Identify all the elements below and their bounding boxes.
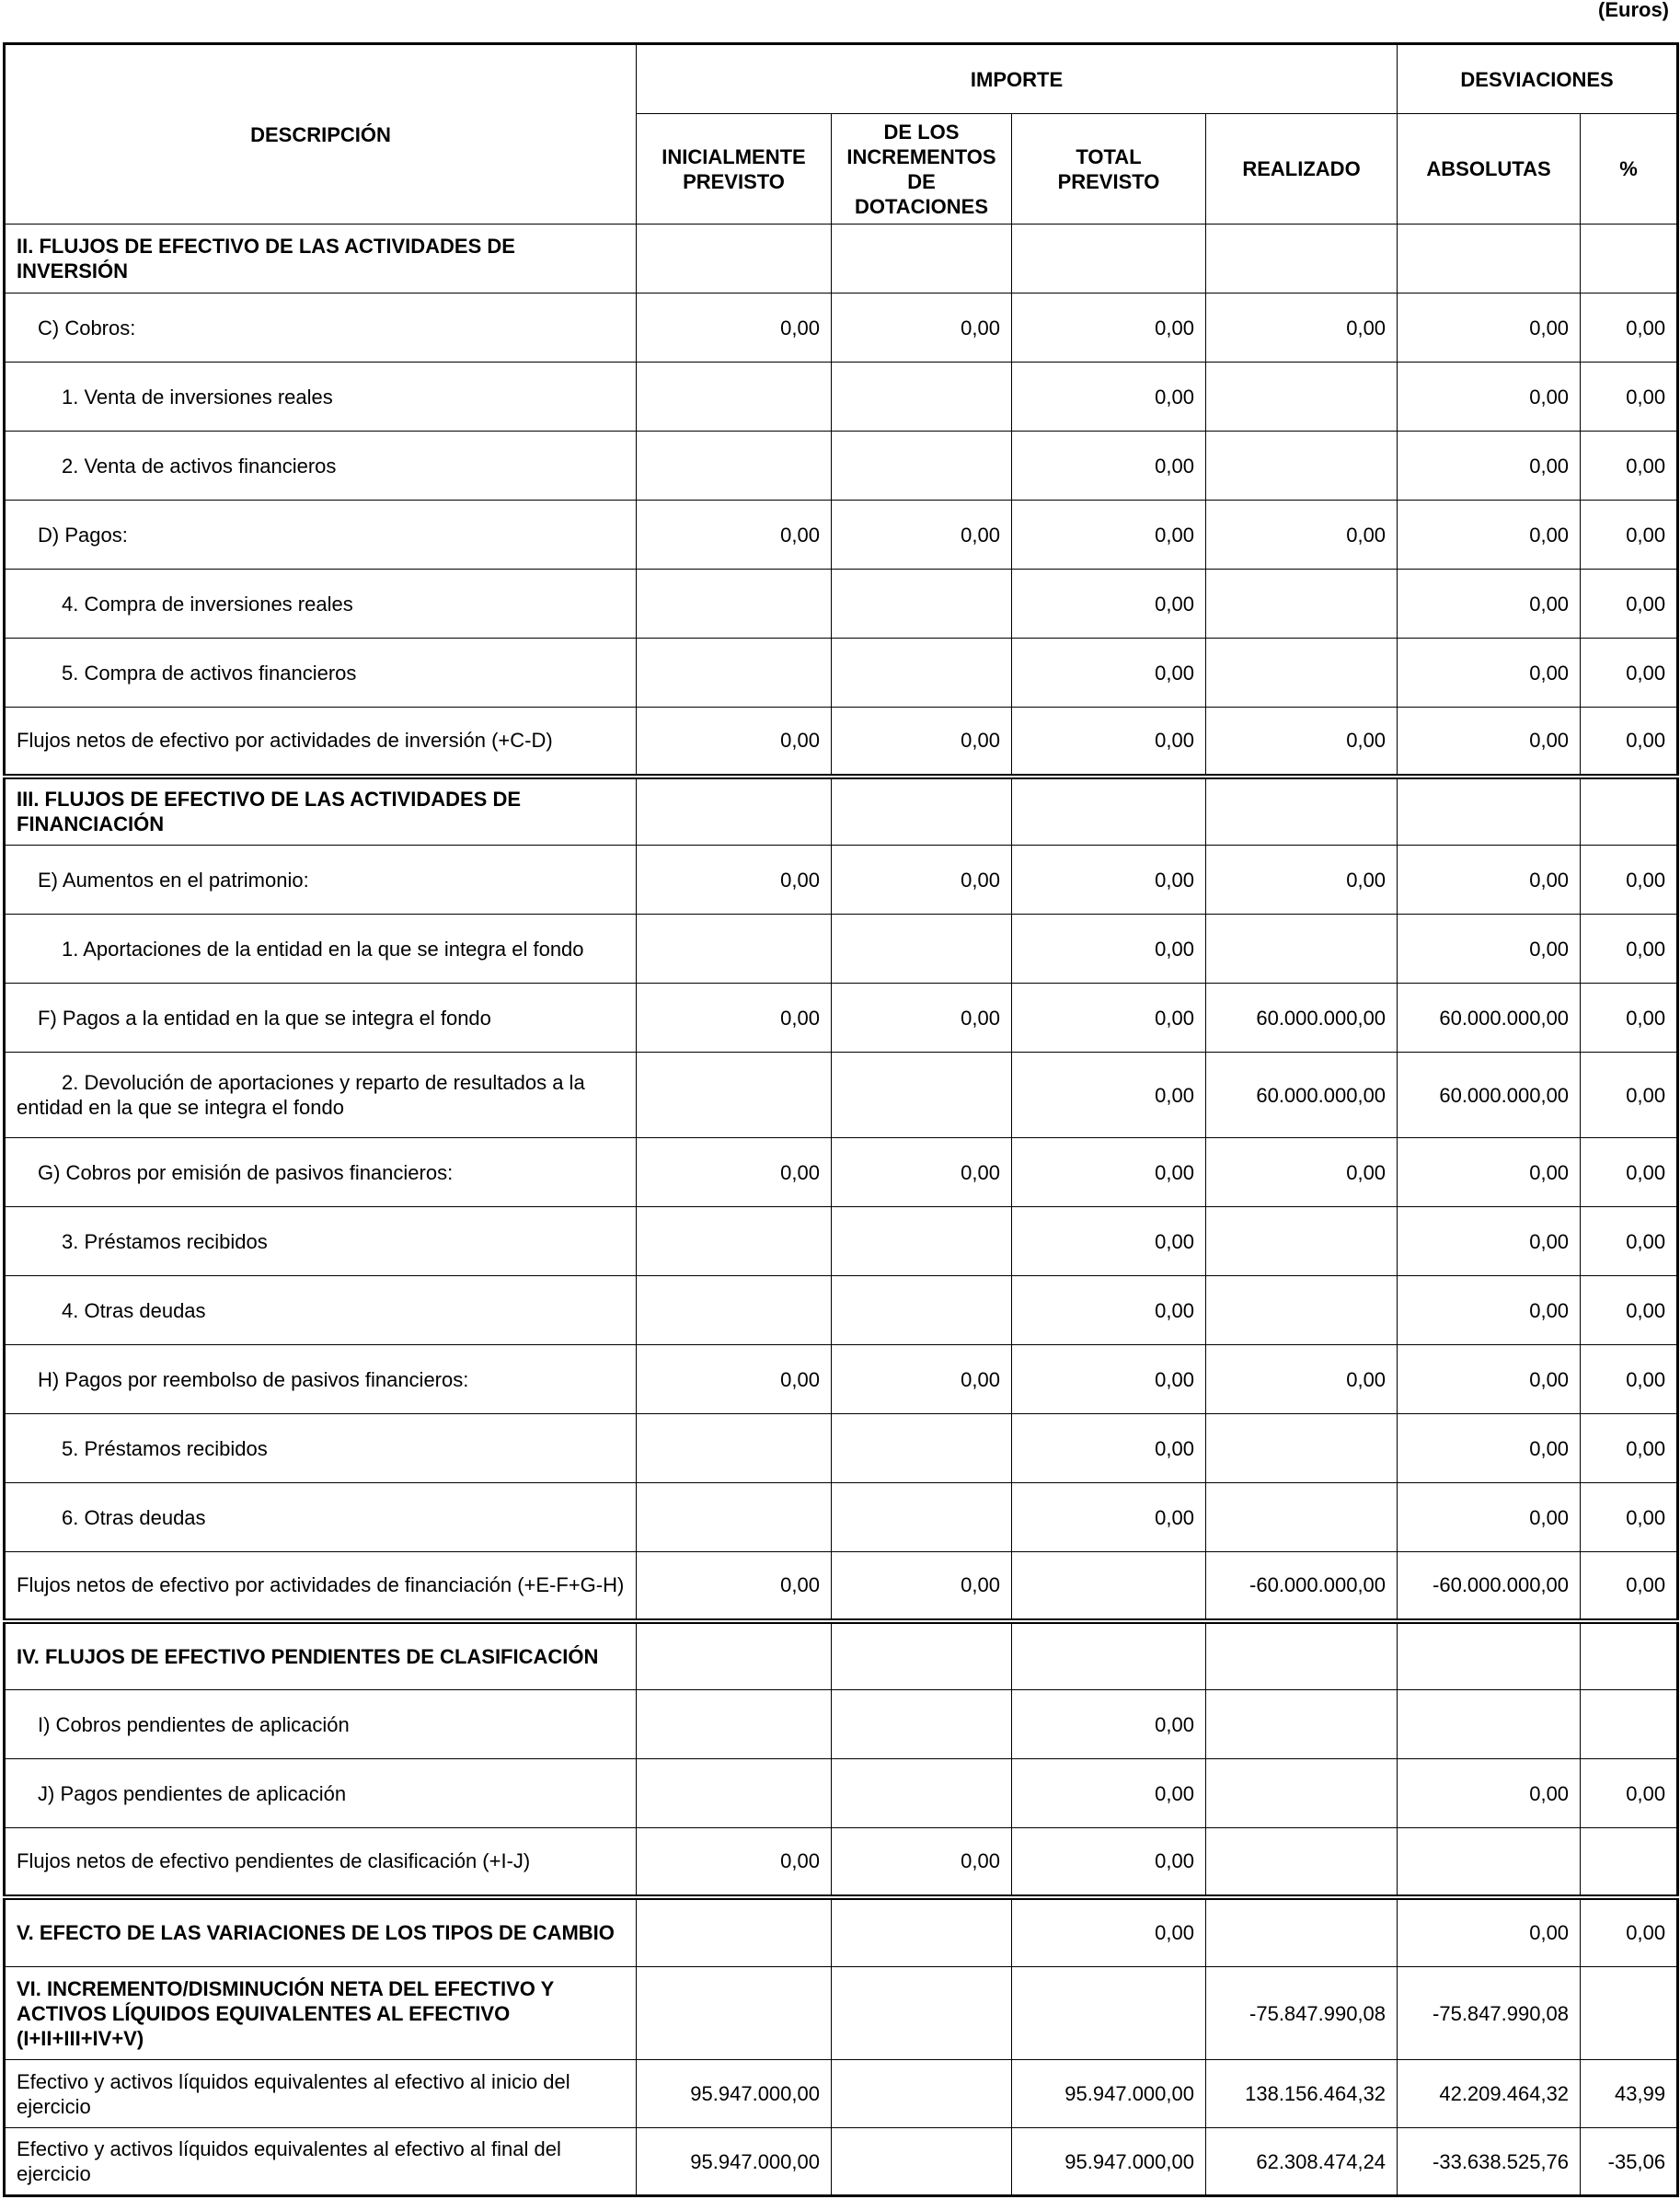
cell-pct: 0,00 — [1581, 570, 1678, 639]
cell-realizado — [1206, 1414, 1398, 1483]
cell-de-los-incrementos: 0,00 — [832, 501, 1012, 570]
table-header — [5, 44, 1678, 225]
cell-realizado — [1206, 225, 1398, 294]
cell-de-los-incrementos — [832, 1690, 1012, 1759]
cell-realizado — [1206, 1621, 1398, 1690]
table-row — [5, 1759, 1678, 1828]
cell-absolutas: 0,00 — [1398, 1138, 1581, 1207]
cell-inicialmente-previsto — [637, 1897, 832, 1967]
table-row — [5, 2128, 1678, 2196]
cell-pct: 0,00 — [1581, 1483, 1678, 1552]
cell-de-los-incrementos — [832, 1621, 1012, 1690]
cell-total-previsto: 0,00 — [1012, 1053, 1206, 1138]
table-row — [5, 1552, 1678, 1621]
cell-de-los-incrementos — [832, 777, 1012, 846]
cell-de-los-incrementos — [832, 1053, 1012, 1138]
cell-total-previsto: 0,00 — [1012, 1897, 1206, 1967]
cell-de-los-incrementos — [832, 1414, 1012, 1483]
cell-pct — [1581, 1621, 1678, 1690]
cell-absolutas: 42.209.464,32 — [1398, 2060, 1581, 2128]
cell-total-previsto: 0,00 — [1012, 1690, 1206, 1759]
cell-realizado — [1206, 1276, 1398, 1345]
cell-inicialmente-previsto: 0,00 — [637, 1552, 832, 1621]
cell-realizado: -60.000.000,00 — [1206, 1552, 1398, 1621]
cell-de-los-incrementos — [832, 1897, 1012, 1967]
cell-de-los-incrementos — [832, 639, 1012, 708]
cell-total-previsto: 0,00 — [1012, 570, 1206, 639]
cell-de-los-incrementos — [832, 2060, 1012, 2128]
cell-inicialmente-previsto — [637, 777, 832, 846]
header-total-previsto: TOTAL PREVISTO — [1012, 114, 1206, 225]
cell-total-previsto: 0,00 — [1012, 846, 1206, 915]
cell-absolutas — [1398, 777, 1581, 846]
cell-de-los-incrementos — [832, 1967, 1012, 2060]
table-row — [5, 294, 1678, 363]
cell-de-los-incrementos: 0,00 — [832, 1345, 1012, 1414]
header-importe: IMPORTE — [637, 44, 1398, 114]
cell-total-previsto: 95.947.000,00 — [1012, 2060, 1206, 2128]
cell-pct: 0,00 — [1581, 639, 1678, 708]
cell-total-previsto — [1012, 1621, 1206, 1690]
cell-absolutas: -60.000.000,00 — [1398, 1552, 1581, 1621]
cell-inicialmente-previsto — [637, 1276, 832, 1345]
cell-absolutas: 0,00 — [1398, 915, 1581, 984]
table-row — [5, 1967, 1678, 2060]
cell-pct: 0,00 — [1581, 1053, 1678, 1138]
cell-pct: 43,99 — [1581, 2060, 1678, 2128]
cell-absolutas: 0,00 — [1398, 1414, 1581, 1483]
cell-total-previsto: 0,00 — [1012, 1276, 1206, 1345]
table-row — [5, 363, 1678, 432]
cell-inicialmente-previsto — [637, 639, 832, 708]
header-realizado: REALIZADO — [1206, 114, 1398, 225]
cell-inicialmente-previsto: 95.947.000,00 — [637, 2128, 832, 2196]
cell-inicialmente-previsto: 0,00 — [637, 501, 832, 570]
cell-total-previsto: 0,00 — [1012, 432, 1206, 501]
cell-pct: 0,00 — [1581, 1207, 1678, 1276]
cell-pct — [1581, 1828, 1678, 1897]
cell-pct: -35,06 — [1581, 2128, 1678, 2196]
cell-realizado: 0,00 — [1206, 294, 1398, 363]
table-row — [5, 777, 1678, 846]
cell-absolutas: 0,00 — [1398, 846, 1581, 915]
row-description: Efectivo y activos líquidos equivalentes al efectivo al final del ejercicio — [5, 2128, 637, 2196]
cell-absolutas: 0,00 — [1398, 294, 1581, 363]
table-row — [5, 1828, 1678, 1897]
cell-absolutas: 0,00 — [1398, 570, 1581, 639]
cell-pct — [1581, 225, 1678, 294]
cell-de-los-incrementos: 0,00 — [832, 1138, 1012, 1207]
cell-total-previsto — [1012, 1967, 1206, 2060]
row-description: I) Cobros pendientes de aplicación — [5, 1690, 637, 1759]
cash-flow-table — [3, 42, 1679, 2197]
cell-total-previsto: 0,00 — [1012, 1414, 1206, 1483]
units-label: (Euros) — [1598, 0, 1669, 21]
cell-realizado: 0,00 — [1206, 708, 1398, 777]
cell-de-los-incrementos — [832, 2128, 1012, 2196]
cell-inicialmente-previsto — [637, 363, 832, 432]
cell-realizado: 0,00 — [1206, 501, 1398, 570]
cell-pct: 0,00 — [1581, 915, 1678, 984]
row-description: 1. Aportaciones de la entidad en la que se integra el fondo — [5, 915, 637, 984]
header-pct: % — [1581, 114, 1678, 225]
cell-de-los-incrementos — [832, 432, 1012, 501]
cell-realizado — [1206, 639, 1398, 708]
cell-inicialmente-previsto: 0,00 — [637, 984, 832, 1053]
cell-total-previsto — [1012, 777, 1206, 846]
table-row — [5, 1345, 1678, 1414]
table-row — [5, 1138, 1678, 1207]
table-row — [5, 1207, 1678, 1276]
table-row — [5, 1621, 1678, 1690]
cell-absolutas: 0,00 — [1398, 1345, 1581, 1414]
cell-realizado — [1206, 1207, 1398, 1276]
cell-realizado — [1206, 363, 1398, 432]
row-description: F) Pagos a la entidad en la que se integra el fondo — [5, 984, 637, 1053]
cell-total-previsto: 95.947.000,00 — [1012, 2128, 1206, 2196]
cell-pct: 0,00 — [1581, 1345, 1678, 1414]
cell-inicialmente-previsto — [637, 915, 832, 984]
cell-total-previsto — [1012, 225, 1206, 294]
cell-absolutas — [1398, 1621, 1581, 1690]
cell-absolutas — [1398, 1690, 1581, 1759]
row-description: 2. Devolución de aportaciones y reparto de resultados a la entidad en la que se integra el fondo — [5, 1053, 637, 1138]
cell-realizado — [1206, 570, 1398, 639]
cell-pct: 0,00 — [1581, 363, 1678, 432]
cell-realizado — [1206, 1759, 1398, 1828]
cell-realizado: 60.000.000,00 — [1206, 984, 1398, 1053]
row-description: Flujos netos de efectivo por actividades de inversión (+C-D) — [5, 708, 637, 777]
cell-de-los-incrementos — [832, 363, 1012, 432]
cell-inicialmente-previsto: 95.947.000,00 — [637, 2060, 832, 2128]
cell-inicialmente-previsto — [637, 1414, 832, 1483]
cell-de-los-incrementos: 0,00 — [832, 708, 1012, 777]
cell-absolutas: 0,00 — [1398, 639, 1581, 708]
cell-absolutas: 0,00 — [1398, 1897, 1581, 1967]
cell-realizado — [1206, 915, 1398, 984]
row-description: 4. Compra de inversiones reales — [5, 570, 637, 639]
cell-inicialmente-previsto — [637, 1690, 832, 1759]
cell-pct — [1581, 1690, 1678, 1759]
cell-realizado — [1206, 1690, 1398, 1759]
table-row — [5, 1897, 1678, 1967]
table-row — [5, 1414, 1678, 1483]
cell-pct: 0,00 — [1581, 1552, 1678, 1621]
row-description: 1. Venta de inversiones reales — [5, 363, 637, 432]
cell-de-los-incrementos — [832, 1276, 1012, 1345]
cell-absolutas: 0,00 — [1398, 363, 1581, 432]
cell-total-previsto: 0,00 — [1012, 1345, 1206, 1414]
cell-absolutas — [1398, 225, 1581, 294]
cell-pct: 0,00 — [1581, 1138, 1678, 1207]
header-desviaciones: DESVIACIONES — [1398, 44, 1678, 114]
cell-de-los-incrementos — [832, 1207, 1012, 1276]
row-description: C) Cobros: — [5, 294, 637, 363]
cell-inicialmente-previsto — [637, 1759, 832, 1828]
header-de-los-incrementos: DE LOS INCREMENTOS DE DOTACIONES — [832, 114, 1012, 225]
cell-pct: 0,00 — [1581, 984, 1678, 1053]
cell-pct — [1581, 777, 1678, 846]
row-description: V. EFECTO DE LAS VARIACIONES DE LOS TIPOS DE CAMBIO — [5, 1897, 637, 1967]
cell-pct: 0,00 — [1581, 432, 1678, 501]
cell-inicialmente-previsto — [637, 225, 832, 294]
header-inicialmente-previsto: INICIALMENTE PREVISTO — [637, 114, 832, 225]
cell-inicialmente-previsto — [637, 570, 832, 639]
cell-inicialmente-previsto — [637, 432, 832, 501]
cell-total-previsto: 0,00 — [1012, 1483, 1206, 1552]
cell-total-previsto — [1012, 1552, 1206, 1621]
table-row — [5, 1053, 1678, 1138]
table-row — [5, 708, 1678, 777]
cell-pct: 0,00 — [1581, 1897, 1678, 1967]
header-descripcion: DESCRIPCIÓN — [5, 44, 637, 225]
table-row — [5, 846, 1678, 915]
cell-pct: 0,00 — [1581, 294, 1678, 363]
row-description: G) Cobros por emisión de pasivos financieros: — [5, 1138, 637, 1207]
cell-de-los-incrementos: 0,00 — [832, 846, 1012, 915]
table-row — [5, 1483, 1678, 1552]
cell-absolutas — [1398, 1828, 1581, 1897]
cell-absolutas: -75.847.990,08 — [1398, 1967, 1581, 2060]
table-row — [5, 2060, 1678, 2128]
cell-total-previsto: 0,00 — [1012, 1138, 1206, 1207]
cell-realizado — [1206, 1897, 1398, 1967]
cell-de-los-incrementos — [832, 1759, 1012, 1828]
cell-de-los-incrementos: 0,00 — [832, 1552, 1012, 1621]
table-row — [5, 1690, 1678, 1759]
row-description: II. FLUJOS DE EFECTIVO DE LAS ACTIVIDADES DE INVERSIÓN — [5, 225, 637, 294]
row-description: J) Pagos pendientes de aplicación — [5, 1759, 637, 1828]
cell-absolutas: 0,00 — [1398, 501, 1581, 570]
cell-total-previsto: 0,00 — [1012, 294, 1206, 363]
cell-inicialmente-previsto — [637, 1207, 832, 1276]
cell-inicialmente-previsto: 0,00 — [637, 1345, 832, 1414]
cell-realizado: 0,00 — [1206, 1138, 1398, 1207]
cell-de-los-incrementos: 0,00 — [832, 294, 1012, 363]
cell-inicialmente-previsto — [637, 1483, 832, 1552]
cell-realizado: 138.156.464,32 — [1206, 2060, 1398, 2128]
row-description: 3. Préstamos recibidos — [5, 1207, 637, 1276]
cell-inicialmente-previsto — [637, 1621, 832, 1690]
cell-absolutas: 0,00 — [1398, 1207, 1581, 1276]
cell-de-los-incrementos — [832, 570, 1012, 639]
row-description: 2. Venta de activos financieros — [5, 432, 637, 501]
row-description: VI. INCREMENTO/DISMINUCIÓN NETA DEL EFECTIVO Y ACTIVOS LÍQUIDOS EQUIVALENTES AL EFECTIVO (I+II+III+IV+V) — [5, 1967, 637, 2060]
cell-inicialmente-previsto — [637, 1053, 832, 1138]
cell-realizado: 0,00 — [1206, 846, 1398, 915]
row-description: Efectivo y activos líquidos equivalentes al efectivo al inicio del ejercicio — [5, 2060, 637, 2128]
table-row — [5, 639, 1678, 708]
cell-inicialmente-previsto: 0,00 — [637, 708, 832, 777]
cell-inicialmente-previsto: 0,00 — [637, 1138, 832, 1207]
row-description: Flujos netos de efectivo pendientes de clasificación (+I-J) — [5, 1828, 637, 1897]
table-row — [5, 570, 1678, 639]
cell-pct: 0,00 — [1581, 501, 1678, 570]
cell-pct — [1581, 1967, 1678, 2060]
cell-de-los-incrementos — [832, 225, 1012, 294]
cell-realizado: 0,00 — [1206, 1345, 1398, 1414]
cell-pct: 0,00 — [1581, 846, 1678, 915]
cell-pct: 0,00 — [1581, 1759, 1678, 1828]
row-description: III. FLUJOS DE EFECTIVO DE LAS ACTIVIDADES DE FINANCIACIÓN — [5, 777, 637, 846]
cell-absolutas: 0,00 — [1398, 432, 1581, 501]
row-description: H) Pagos por reembolso de pasivos financieros: — [5, 1345, 637, 1414]
cell-pct: 0,00 — [1581, 1414, 1678, 1483]
header-absolutas: ABSOLUTAS — [1398, 114, 1581, 225]
cell-de-los-incrementos: 0,00 — [832, 984, 1012, 1053]
row-description: 5. Préstamos recibidos — [5, 1414, 637, 1483]
cell-pct: 0,00 — [1581, 1276, 1678, 1345]
cell-total-previsto: 0,00 — [1012, 501, 1206, 570]
cell-realizado: -75.847.990,08 — [1206, 1967, 1398, 2060]
cell-pct: 0,00 — [1581, 708, 1678, 777]
cell-inicialmente-previsto — [637, 1967, 832, 2060]
table-row — [5, 432, 1678, 501]
row-description: 5. Compra de activos financieros — [5, 639, 637, 708]
cell-realizado: 60.000.000,00 — [1206, 1053, 1398, 1138]
cell-total-previsto: 0,00 — [1012, 1207, 1206, 1276]
table-row — [5, 984, 1678, 1053]
cell-total-previsto: 0,00 — [1012, 915, 1206, 984]
row-description: D) Pagos: — [5, 501, 637, 570]
cell-de-los-incrementos: 0,00 — [832, 1828, 1012, 1897]
cell-total-previsto: 0,00 — [1012, 708, 1206, 777]
table-row — [5, 915, 1678, 984]
cell-absolutas: 0,00 — [1398, 1276, 1581, 1345]
table-body — [5, 225, 1678, 2196]
cell-realizado — [1206, 1483, 1398, 1552]
cell-de-los-incrementos — [832, 915, 1012, 984]
cell-total-previsto: 0,00 — [1012, 984, 1206, 1053]
cell-realizado — [1206, 1828, 1398, 1897]
cell-absolutas: 60.000.000,00 — [1398, 1053, 1581, 1138]
table-row — [5, 501, 1678, 570]
row-description: Flujos netos de efectivo por actividades de financiación (+E-F+G-H) — [5, 1552, 637, 1621]
table-row — [5, 1276, 1678, 1345]
cell-realizado: 62.308.474,24 — [1206, 2128, 1398, 2196]
cell-de-los-incrementos — [832, 1483, 1012, 1552]
cell-absolutas: 0,00 — [1398, 708, 1581, 777]
cell-absolutas: 0,00 — [1398, 1483, 1581, 1552]
cell-total-previsto: 0,00 — [1012, 363, 1206, 432]
cell-absolutas: -33.638.525,76 — [1398, 2128, 1581, 2196]
cell-total-previsto: 0,00 — [1012, 639, 1206, 708]
table-row — [5, 225, 1678, 294]
cell-inicialmente-previsto: 0,00 — [637, 846, 832, 915]
cell-inicialmente-previsto: 0,00 — [637, 294, 832, 363]
cell-absolutas: 0,00 — [1398, 1759, 1581, 1828]
cell-absolutas: 60.000.000,00 — [1398, 984, 1581, 1053]
row-description: IV. FLUJOS DE EFECTIVO PENDIENTES DE CLASIFICACIÓN — [5, 1621, 637, 1690]
cell-total-previsto: 0,00 — [1012, 1828, 1206, 1897]
cell-inicialmente-previsto: 0,00 — [637, 1828, 832, 1897]
row-description: 4. Otras deudas — [5, 1276, 637, 1345]
row-description: E) Aumentos en el patrimonio: — [5, 846, 637, 915]
cell-realizado — [1206, 432, 1398, 501]
row-description: 6. Otras deudas — [5, 1483, 637, 1552]
cell-realizado — [1206, 777, 1398, 846]
cell-total-previsto: 0,00 — [1012, 1759, 1206, 1828]
